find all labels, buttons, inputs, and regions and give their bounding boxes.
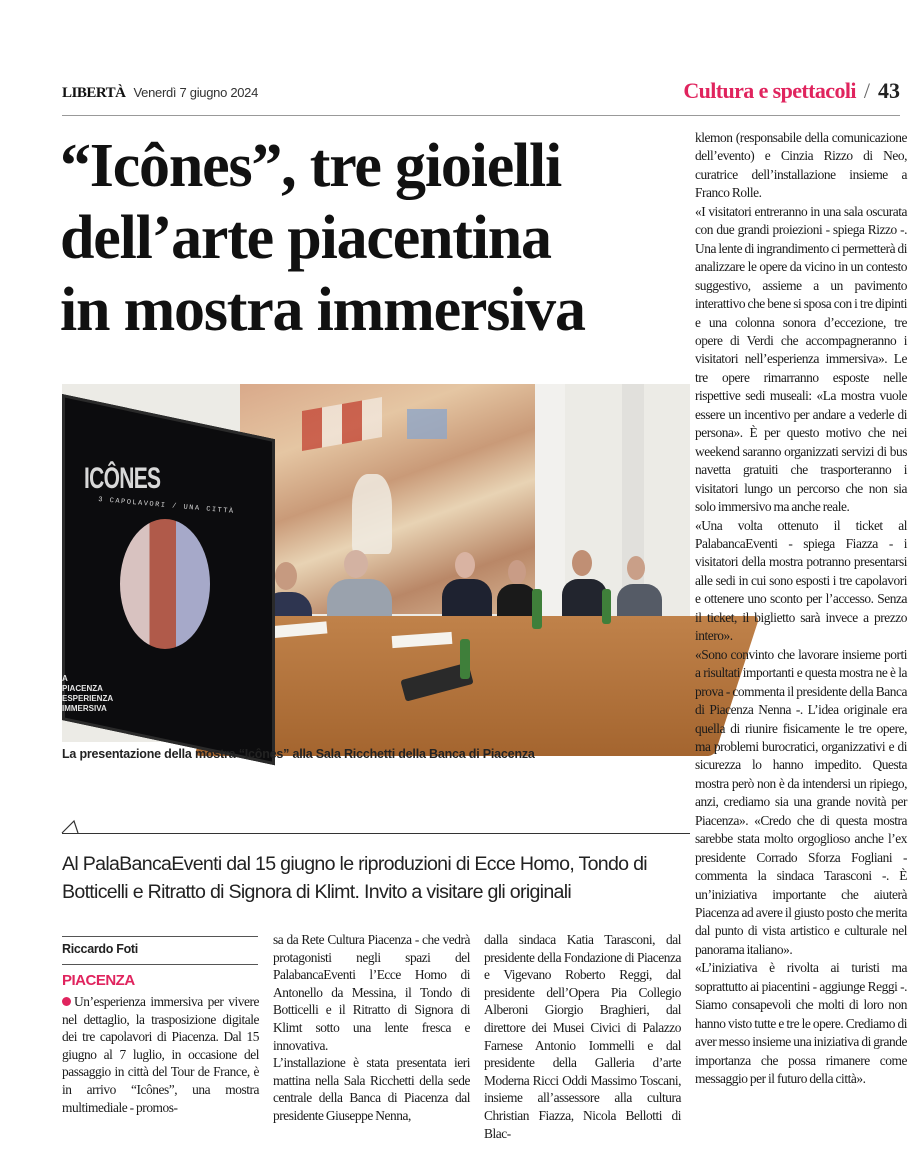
- paragraph: dalla sindaca Katia Tarasconi, dal presidente della Fondazione di Piacenza e Vigevano Roberto Reggi, dal presidente dell’Opera Pia Collegio Alberoni Giorgio Braghieri, dal direttore dei Musei Civici di Palazzo Farnese Antonio Iommelli e dal presidente della Galleria d’arte Moderna Ricci Oddi Massimo Toscani, insieme all’assessore alla cultura Christian Fiazza, Nicola Bellotti di Blac-: [484, 932, 681, 1141]
- paragraph: sa da Rete Cultura Piacenza - che vedrà protagonisti negli spazi del PalabancaEventi l’Ecce Homo di Antonello da Messina, il Tondo di Botticelli e il Ritratto di Signora di Klimt sotto una lente fresca e innovativa.: [273, 932, 470, 1053]
- article-photo: [62, 384, 690, 742]
- paragraph: L’installazione è stata presentata ieri mattina nella Sala Ricchetti della sede centrale della Banca di Piacenza dal presidente Giuseppe Nenna,: [273, 1055, 470, 1123]
- screen-side-text: A PIACENZA ESPERIENZA IMMERSIVA: [62, 674, 113, 713]
- paragraph: «L’iniziativa è rivolta ai turisti ma soprattutto ai piacentini - aggiunge Reggi -. Siamo consapevoli che molti di loro non hanno visto tutte e tre le opere. Crediamo di aver messo insieme una iniziativa di grande importanza che possa rimanere come messaggio per il futuro della città».: [695, 960, 907, 1087]
- author-byline: Riccardo Foti: [62, 942, 138, 956]
- paragraph: klemon (responsabile della comunicazione dell’evento) e Cinzia Rizzo di Neo, curatrice dell’installazione insieme a Franco Rolle.: [695, 130, 907, 201]
- header-rule: [62, 115, 900, 116]
- headline-line: “Icônes”, tre gioielli: [60, 132, 562, 200]
- issue-date: Venerdì 7 giugno 2024: [133, 85, 259, 100]
- section-divider: [62, 833, 690, 834]
- paragraph: «Una volta ottenuto il ticket al PalabancaEventi - spiega Fiazza - i visitatori della mostra potranno presentarsi alle sedi in cui sono esposti i tre capolavori e ottenere uno sconto per l’accesso. Senza il ticket, il biglietto sarà invece a prezzo intero».: [695, 517, 907, 644]
- subheadline: Al PalaBancaEventi dal 15 giugno le riproduzioni di Ecce Homo, Tondo di Botticelli e Ritratto di Signora di Klimt. Invito a visitare gli originali: [62, 853, 647, 903]
- article-column-3: [484, 931, 681, 1141]
- bullet-icon: [62, 997, 71, 1006]
- section-label: [683, 78, 900, 104]
- section-name: Cultura e spettacoli: [683, 78, 856, 103]
- page-number: 43: [878, 78, 900, 103]
- headline: [60, 130, 690, 346]
- headline-line: dell’arte piacentina: [60, 204, 551, 272]
- article-column-right: [695, 129, 907, 1089]
- separator: /: [863, 78, 870, 103]
- paragraph: Un’esperienza immersiva per vivere nel dettaglio, la trasposizione digitale dei tre capolavori di Piacenza. Dal 15 giugno al 7 luglio, in occasione del passaggio in città del Tour de France, è in arrivo “Icônes”, una mostra multimediale - promos-: [62, 994, 259, 1115]
- photo-caption: La presentazione della mostra “Icônes” alla Sala Ricchetti della Banca di Piacenza: [62, 747, 535, 761]
- dateline: PIACENZA: [62, 972, 135, 989]
- article-column-2: [273, 931, 470, 1121]
- byline-rule: [62, 936, 258, 937]
- divider-mark: [62, 820, 82, 834]
- article-column-1: [62, 993, 259, 1118]
- paragraph: «I visitatori entreranno in una sala oscurata con due grandi proiezioni - spiega Rizzo -. Una lente di ingrandimento ci permetterà di analizzare le opere da vicino in un contesto suggestivo, assieme a un pavimento interattivo che bene si sposa con i tre dipinti e una colonna sonora d’eccezione, tre opere di Verdi che accompagneranno i visitatori nell’esperienza immersiva». Le tre opere rimarranno esposte nelle rispettive sedi museali: «La mostra vuole essere un incentivo per andare a vederle di persona». È per questo motivo che nei weekend saranno organizzati servizi di bus navetta gratuiti che trasporteranno i visitatori lungo un percorso che non sia solo immersivo ma anche reale.: [695, 203, 907, 515]
- byline-rule: [62, 964, 258, 965]
- screen-subtitle: 3 CAPOLAVORI / UNA CITTÀ: [97, 496, 235, 516]
- headline-line: in mostra immersiva: [60, 276, 585, 344]
- screen-title: ICÔNES: [84, 462, 161, 495]
- paragraph: «Sono convinto che lavorare insieme porti a risultati importanti e questa mostra ne è la prova - commenta il presidente della Banca di Piacenza Nenna -. L’idea originale era quella di riunire fisicamente le tre opere, ma problemi burocratici, organizzativi e di sicurezza lo hanno impedito. Questa mostra però non è da intendersi un ripiego, anzi, crediamo sia una grande novità per Piacenza». «Credo che di questa mostra sarebbe stata molto orgoglioso anche l’ex presidente Corrado Sforza Fogliani - commenta la sindaca Tarasconi -. È un’iniziativa importante che aiuterà Piacenza ad avere il giusto posto che merita dal punto di vista artistico e culturale nel panorama italiano».: [695, 646, 907, 957]
- screen-artwork: [120, 519, 210, 649]
- masthead-logo: LIBERTÀ: [62, 85, 126, 101]
- page-header: [62, 78, 900, 108]
